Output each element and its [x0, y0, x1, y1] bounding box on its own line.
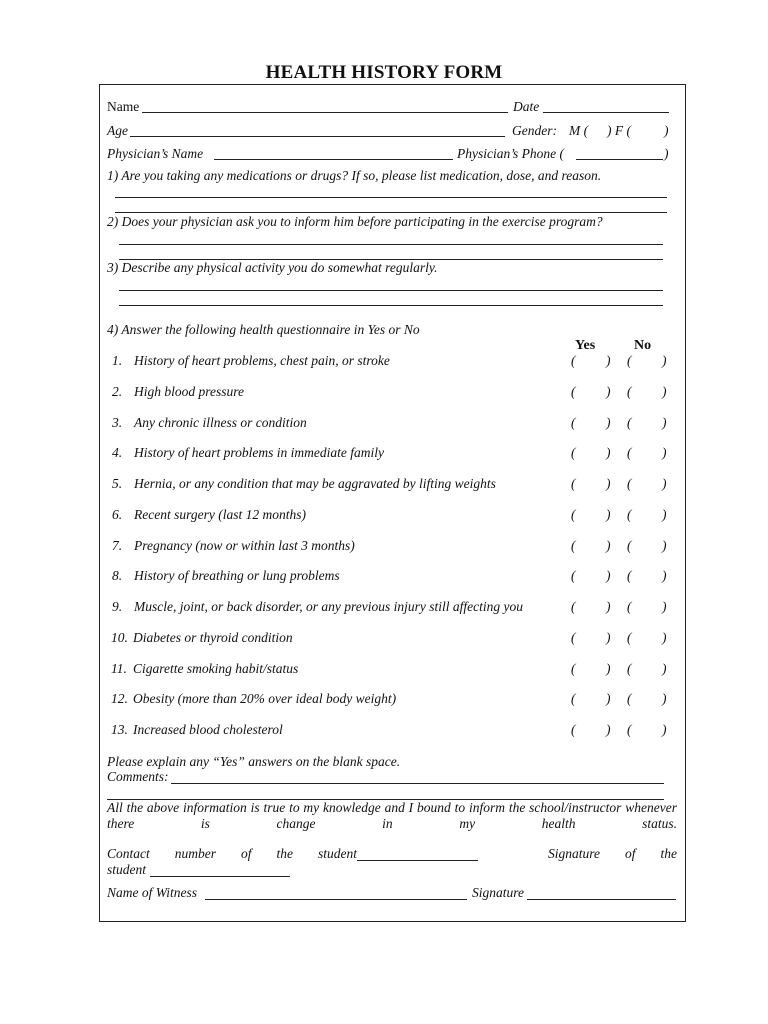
- no-checkbox-open[interactable]: (: [627, 507, 632, 522]
- yes-checkbox-close: ): [606, 599, 611, 614]
- question-1: 1) Are you taking any medications or drugs? If so, please list medication, dose, and reason.: [107, 168, 602, 183]
- no-checkbox-open[interactable]: (: [627, 384, 632, 399]
- item-question-text: Increased blood cholesterol: [133, 722, 283, 737]
- question-2: 2) Does your physician ask you to inform him before participating in the exercise program?: [107, 214, 603, 229]
- physician-phone-label: Physician’s Phone (: [457, 146, 564, 161]
- no-checkbox-open[interactable]: (: [627, 568, 632, 583]
- yes-checkbox-open[interactable]: (: [571, 353, 576, 368]
- item-question-text: History of heart problems, chest pain, or stroke: [134, 353, 390, 368]
- yes-checkbox-open[interactable]: (: [571, 507, 576, 522]
- item-question-text: Any chronic illness or condition: [134, 415, 307, 430]
- item-number: 10.: [111, 630, 128, 645]
- no-checkbox-open[interactable]: (: [627, 476, 632, 491]
- contact-number-label: Contact number of the student: [107, 846, 357, 861]
- form-box: [99, 84, 686, 922]
- yes-checkbox-close: ): [606, 722, 611, 737]
- yes-checkbox-open[interactable]: (: [571, 476, 576, 491]
- yes-checkbox-close: ): [606, 568, 611, 583]
- witness-name-field[interactable]: [205, 899, 467, 900]
- yes-checkbox-close: ): [606, 445, 611, 460]
- yes-checkbox-close: ): [606, 507, 611, 522]
- yes-checkbox-open[interactable]: (: [571, 599, 576, 614]
- no-checkbox-close: ): [662, 476, 667, 491]
- yes-checkbox-open[interactable]: (: [571, 568, 576, 583]
- item-number: 1.: [112, 353, 123, 368]
- no-checkbox-close: ): [662, 599, 667, 614]
- date-label: Date: [513, 99, 540, 114]
- yes-checkbox-close: ): [606, 691, 611, 706]
- age-label: Age: [107, 123, 128, 138]
- no-checkbox-close: ): [662, 538, 667, 553]
- yes-checkbox-close: ): [606, 384, 611, 399]
- physician-phone-field[interactable]: [576, 159, 663, 160]
- no-checkbox-open[interactable]: (: [627, 415, 632, 430]
- yes-checkbox-close: ): [606, 661, 611, 676]
- physician-phone-close: ): [664, 146, 669, 161]
- name-label: Name: [107, 99, 140, 114]
- item-question-text: Obesity (more than 20% over ideal body weight): [133, 691, 397, 706]
- witness-signature-label: Signature: [472, 885, 524, 900]
- no-checkbox-close: ): [662, 445, 667, 460]
- yes-checkbox-open[interactable]: (: [571, 722, 576, 737]
- yes-checkbox-open[interactable]: (: [571, 661, 576, 676]
- witness-name-label: Name of Witness: [107, 885, 197, 900]
- comments-label: Comments:: [107, 769, 169, 784]
- item-question-text: Pregnancy (now or within last 3 months): [134, 538, 355, 553]
- item-question-text: Cigarette smoking habit/status: [133, 661, 299, 676]
- contact-number-field[interactable]: [357, 860, 478, 861]
- no-checkbox-close: ): [662, 384, 667, 399]
- student-label: student: [107, 862, 146, 877]
- yes-checkbox-close: ): [606, 353, 611, 368]
- form-title: HEALTH HISTORY FORM: [265, 62, 503, 83]
- yes-checkbox-open[interactable]: (: [571, 384, 576, 399]
- date-field[interactable]: [543, 112, 669, 113]
- declaration-text: All the above information is true to my knowledge and I bound to inform the school/instructor whenever there is change in my health status.: [107, 800, 677, 831]
- physician-name-field[interactable]: [214, 159, 453, 160]
- item-question-text: Recent surgery (last 12 months): [134, 507, 306, 522]
- q3-answer-line-1[interactable]: [119, 290, 663, 291]
- question-4: 4) Answer the following health questionnaire in Yes or No: [107, 322, 420, 337]
- gender-male-option[interactable]: M (: [569, 123, 589, 138]
- item-number: 4.: [112, 445, 123, 460]
- item-number: 2.: [112, 384, 123, 399]
- no-checkbox-open[interactable]: (: [627, 691, 632, 706]
- explain-instruction: Please explain any “Yes” answers on the blank space.: [107, 754, 401, 769]
- no-checkbox-open[interactable]: (: [627, 445, 632, 460]
- no-column-header: No: [634, 338, 652, 353]
- comments-line-1[interactable]: [171, 783, 664, 784]
- age-field[interactable]: [130, 136, 505, 137]
- yes-checkbox-open[interactable]: (: [571, 415, 576, 430]
- q3-answer-line-2[interactable]: [119, 305, 663, 306]
- yes-checkbox-open[interactable]: (: [571, 691, 576, 706]
- gender-female-option[interactable]: ) F (: [607, 123, 631, 138]
- yes-checkbox-open[interactable]: (: [571, 445, 576, 460]
- no-checkbox-close: ): [662, 630, 667, 645]
- q1-answer-line-1[interactable]: [115, 197, 667, 198]
- witness-signature-field[interactable]: [527, 899, 676, 900]
- item-number: 6.: [112, 507, 123, 522]
- no-checkbox-open[interactable]: (: [627, 661, 632, 676]
- item-question-text: History of breathing or lung problems: [134, 568, 340, 583]
- item-question-text: Diabetes or thyroid condition: [133, 630, 293, 645]
- yes-checkbox-close: ): [606, 630, 611, 645]
- q1-answer-line-2[interactable]: [115, 212, 667, 213]
- item-number: 11.: [111, 661, 127, 676]
- no-checkbox-open[interactable]: (: [627, 353, 632, 368]
- item-number: 8.: [112, 568, 123, 583]
- item-question-text: Muscle, joint, or back disorder, or any previous injury still affecting you: [134, 599, 523, 614]
- yes-checkbox-close: ): [606, 415, 611, 430]
- name-field[interactable]: [142, 112, 508, 113]
- no-checkbox-close: ): [662, 507, 667, 522]
- no-checkbox-open[interactable]: (: [627, 599, 632, 614]
- no-checkbox-close: ): [662, 691, 667, 706]
- physician-name-label: Physician’s Name: [107, 146, 204, 161]
- item-number: 3.: [112, 415, 123, 430]
- yes-checkbox-open[interactable]: (: [571, 538, 576, 553]
- item-number: 12.: [111, 691, 128, 706]
- no-checkbox-close: ): [662, 661, 667, 676]
- no-checkbox-close: ): [662, 722, 667, 737]
- yes-checkbox-open[interactable]: (: [571, 630, 576, 645]
- no-checkbox-close: ): [662, 415, 667, 430]
- no-checkbox-close: ): [662, 568, 667, 583]
- q2-answer-line-1[interactable]: [119, 244, 663, 245]
- item-number: 13.: [111, 722, 128, 737]
- item-question-text: High blood pressure: [134, 384, 244, 399]
- yes-checkbox-close: ): [606, 538, 611, 553]
- gender-close-paren: ): [664, 123, 669, 138]
- yes-column-header: Yes: [575, 338, 596, 353]
- item-question-text: History of heart problems in immediate family: [134, 445, 384, 460]
- yes-checkbox-close: ): [606, 476, 611, 491]
- no-checkbox-open[interactable]: (: [627, 722, 632, 737]
- no-checkbox-close: ): [662, 353, 667, 368]
- no-checkbox-open[interactable]: (: [627, 538, 632, 553]
- no-checkbox-open[interactable]: (: [627, 630, 632, 645]
- student-signature-field[interactable]: [150, 876, 290, 877]
- question-3: 3) Describe any physical activity you do somewhat regularly.: [107, 260, 438, 275]
- item-number: 9.: [112, 599, 123, 614]
- gender-label: Gender:: [512, 123, 557, 138]
- item-question-text: Hernia, or any condition that may be aggravated by lifting weights: [134, 476, 496, 491]
- item-number: 5.: [112, 476, 123, 491]
- student-signature-label: Signature of the: [548, 846, 677, 861]
- item-number: 7.: [112, 538, 123, 553]
